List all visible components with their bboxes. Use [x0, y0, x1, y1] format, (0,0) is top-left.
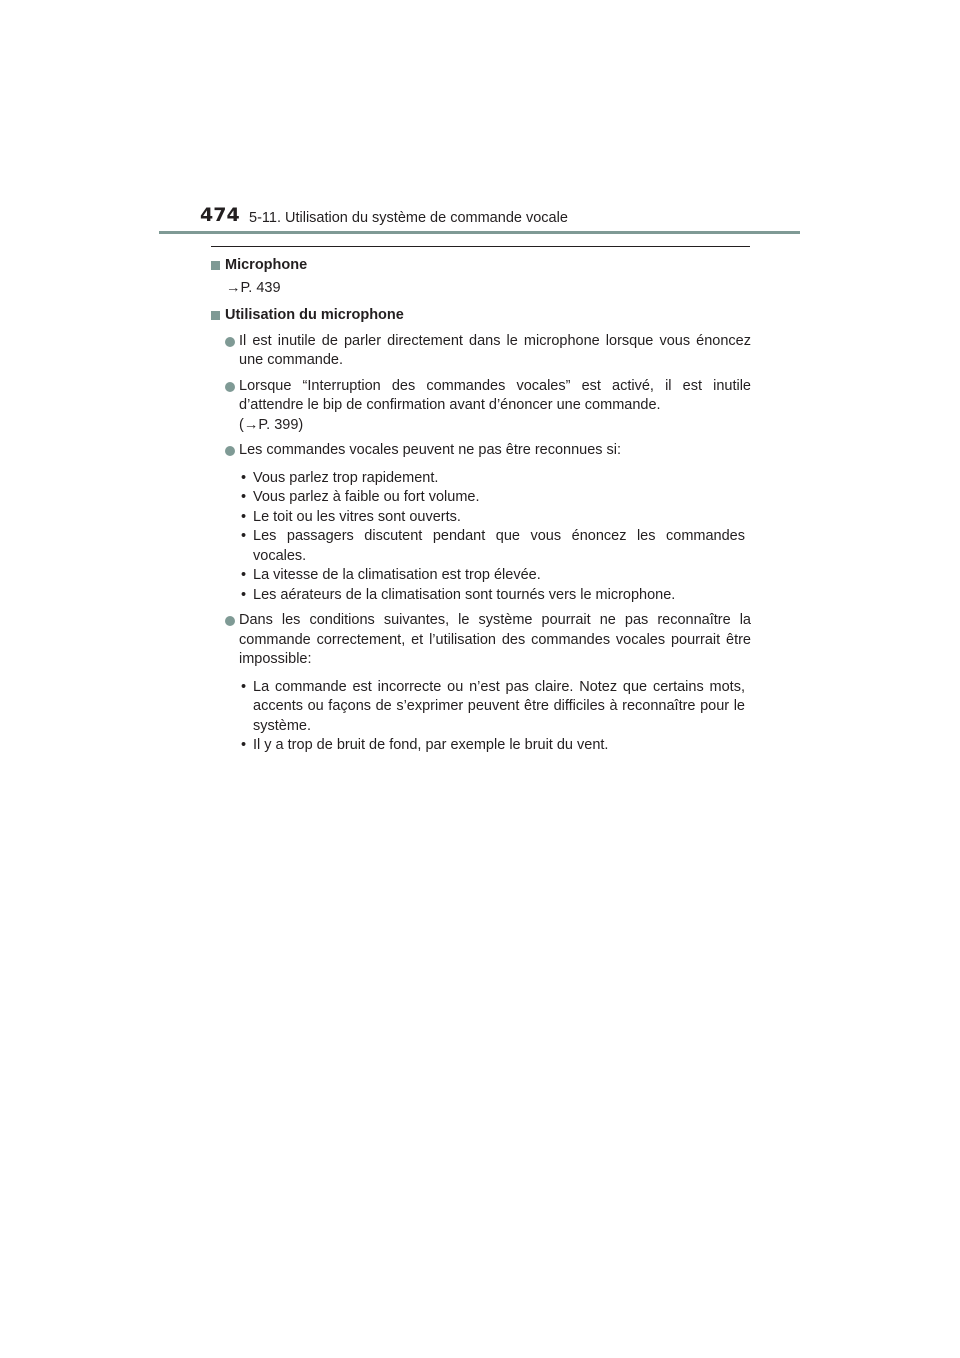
page-header — [200, 204, 800, 234]
sub-list-text: Les passagers discutent pendant que vous énoncez les commandes vocales. — [253, 528, 745, 564]
dot-bullet-icon: • — [241, 528, 247, 544]
circle-bullet-icon — [225, 446, 235, 456]
heading-text: Microphone — [225, 257, 308, 273]
circle-bullet-icon — [225, 616, 235, 626]
square-bullet-icon — [211, 261, 220, 270]
dot-bullet-icon: • — [241, 678, 247, 695]
sub-list-item — [211, 566, 751, 586]
page-reference: (→P. 399) — [239, 416, 304, 433]
sub-list-text: Les aérateurs de la climatisation sont tournés vers le microphone. — [253, 586, 676, 603]
bullet-item — [211, 332, 751, 371]
sub-list-item — [211, 736, 751, 756]
section-heading-microphone — [211, 256, 751, 276]
sub-list-item — [211, 586, 751, 606]
dot-bullet-icon: • — [241, 586, 247, 603]
dot-bullet-icon: • — [241, 737, 247, 753]
circle-bullet-icon — [225, 337, 235, 347]
sub-list — [211, 469, 751, 606]
content-divider — [211, 246, 750, 247]
sub-list-text: Vous parlez trop rapidement. — [253, 469, 439, 486]
heading-text: Utilisation du microphone — [225, 307, 404, 323]
circle-bullet-icon — [225, 382, 235, 392]
section-heading-usage — [211, 306, 751, 326]
page-reference: →P. 439 — [226, 279, 281, 296]
sub-list-text: Le toit ou les vitres sont ouverts. — [253, 508, 461, 525]
sub-list-text: La commande est incorrecte ou n’est pas claire. Notez que certains mots, accents ou façons de s’exprimer peuvent être difficiles à reconnaître pour le système. — [253, 678, 745, 734]
sub-list — [211, 678, 751, 756]
dot-bullet-icon: • — [241, 508, 247, 525]
sub-list-item — [211, 508, 751, 528]
bullet-text: Les commandes vocales peuvent ne pas être reconnues si: — [239, 442, 622, 458]
section-title: 5-11. Utilisation du système de commande vocale — [249, 210, 568, 226]
bullet-item — [211, 377, 751, 436]
sub-list-text: La vitesse de la climatisation est trop élevée. — [253, 567, 541, 583]
dot-bullet-icon: • — [241, 567, 247, 583]
bullet-text: Dans les conditions suivantes, le système pourrait ne pas reconnaître la commande correctement, et l’utilisation des commandes vocales pourrait être impossible: — [239, 612, 751, 667]
bullet-item — [211, 441, 751, 461]
bullet-text: Lorsque “Interruption des commandes vocales” est activé, il est inutile d’attendre le bip de confirmation avant d’énoncer une commande. — [239, 377, 751, 413]
header-rule — [159, 231, 800, 234]
sub-list-item — [211, 469, 751, 489]
dot-bullet-icon: • — [241, 489, 247, 505]
sub-list-item — [211, 678, 751, 737]
square-bullet-icon — [211, 311, 220, 320]
dot-bullet-icon: • — [241, 469, 247, 486]
sub-list-item — [211, 488, 751, 508]
page-number: 474 — [200, 204, 240, 226]
sub-list-text: Il y a trop de bruit de fond, par exemple le bruit du vent. — [253, 737, 609, 753]
bullet-text: Il est inutile de parler directement dans le microphone lorsque vous énoncez une commande. — [239, 332, 751, 368]
sub-list-item — [211, 527, 751, 566]
bullet-item — [211, 611, 751, 670]
page-content — [211, 256, 751, 758]
sub-list-text: Vous parlez à faible ou fort volume. — [253, 489, 480, 505]
